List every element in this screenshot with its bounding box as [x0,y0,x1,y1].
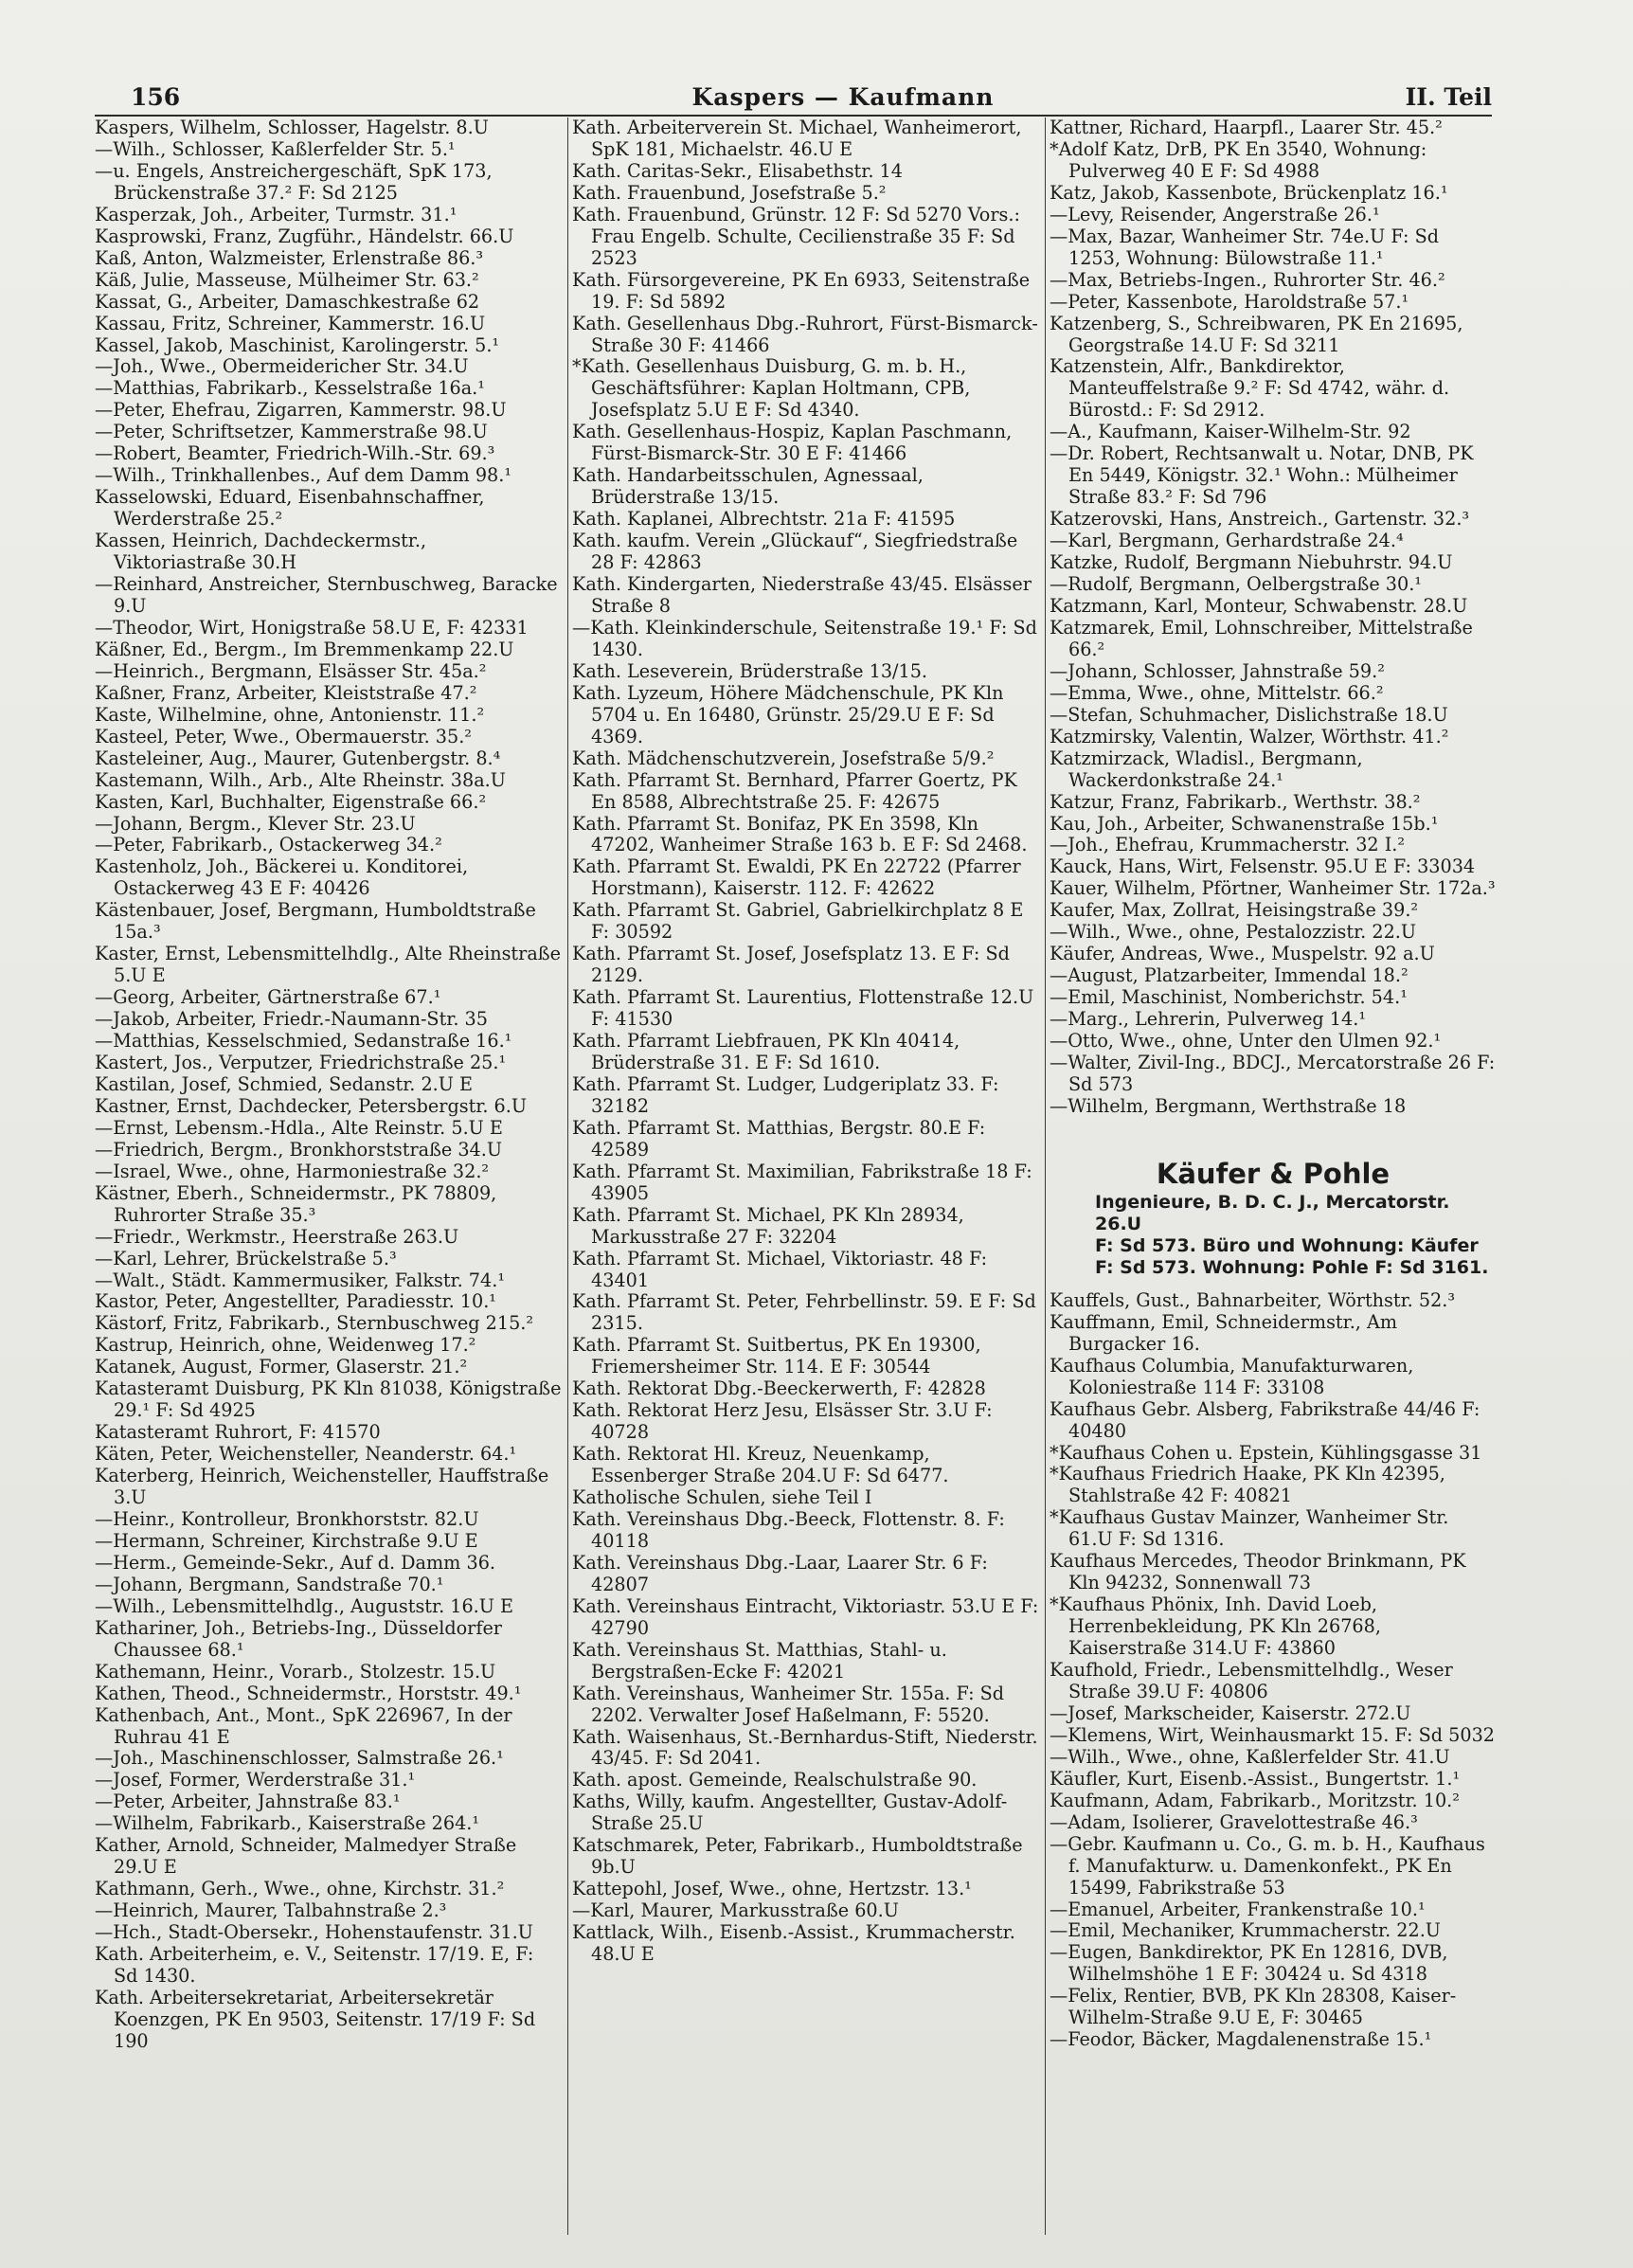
directory-entry: —Wilh., Lebensmittelhdlg., Auguststr. 16.U E [95,1594,514,1617]
directory-entry: —Otto, Wwe., ohne, Unter den Ulmen 92.¹ [1050,1030,1442,1053]
directory-entry: —Wilhelm, Fabrikarb., Kaiserstraße 264.¹ [95,1812,480,1835]
directory-entry: Kattlack, Wilh., Eisenb.-Assist., Krummacherstr. 48.U E [572,1921,1015,1966]
directory-entry: Kath. Vereinshaus Eintracht, Viktoriastr. 53.U E F: 42790 [572,1594,1039,1639]
directory-entry: Kath. Kindergarten, Niederstraße 43/45. Elsässer Straße 8 [572,573,1032,617]
directory-entry: Kath. Vereinshaus St. Matthias, Stahl- u. Bergstraßen-Ecke F: 42021 [572,1638,947,1683]
directory-entry: —Jakob, Arbeiter, Friedr.-Naumann-Str. 35 [95,1008,488,1031]
directory-entry: —Matthias, Kesselschmied, Sedanstraße 16.¹ [95,1030,512,1053]
directory-entry: —Max, Bazar, Wanheimer Str. 74e.U F: Sd 1253, Wohnung: Bülowstraße 11.¹ [1050,225,1440,269]
directory-entry: *Kaufhaus Gustav Mainzer, Wanheimer Str. 61.U F: Sd 1316. [1050,1506,1449,1551]
directory-entry: Kath. Rektorat Hl. Kreuz, Neuenkamp, Essenberger Straße 204.U F: Sd 6477. [572,1443,949,1487]
directory-entry: Kather, Arnold, Schneider, Malmedyer Straße 29.U E [95,1834,517,1879]
directory-entry: Kästorf, Fritz, Fabrikarb., Sternbuschweg 215.² [95,1312,534,1335]
directory-entry: Kath. Fürsorgevereine, PK En 6933, Seitenstraße 19. F: Sd 5892 [572,268,1031,313]
directory-entry: Kastrup, Heinrich, ohne, Weidenweg 17.² [95,1334,476,1357]
directory-entry: *Adolf Katz, DrB, PK En 3540, Wohnung: Pulverweg 40 E F: Sd 4988 [1050,137,1427,182]
directory-entry: —A., Kaufmann, Kaiser-Wilhelm-Str. 92 [1050,421,1411,443]
directory-entry: Katzmann, Karl, Monteur, Schwabenstr. 28.U [1050,594,1468,617]
directory-entry: Kastert, Jos., Verputzer, Friedrichstraße 25.¹ [95,1051,507,1073]
directory-entry: —Joh., Wwe., Obermeidericher Str. 34.U [95,355,469,378]
directory-entry: Kasperzak, Joh., Arbeiter, Turmstr. 31.¹ [95,203,458,225]
directory-entry: —u. Engels, Anstreichergeschäft, SpK 173, Brückenstraße 37.² F: Sd 2125 [95,159,493,204]
directory-entry: Katasteramt Duisburg, PK Kln 81038, Königstraße 29.¹ F: Sd 4925 [95,1377,562,1422]
directory-entry: Kath. Vereinshaus, Wanheimer Str. 155a. F: Sd 2202. Verwalter Josef Haßelmann, F: 5520. [572,1682,1005,1726]
directory-entry: Kath. Pfarramt St. Michael, Viktoriastr. 48 F: 43401 [572,1247,988,1291]
directory-entry: —Reinhard, Anstreicher, Sternbuschweg, Baracke 9.U [95,573,558,617]
directory-entry: Kaste, Wilhelmine, ohne, Antonienstr. 11.² [95,703,485,726]
directory-entry: —Felix, Rentier, BVB, PK Kln 28308, Kaiser-Wilhelm-Straße 9.U E, F: 30465 [1050,1985,1457,2029]
page-header [95,83,1492,116]
directory-entry: —Rudolf, Bergmann, Oelbergstraße 30.¹ [1050,573,1422,596]
directory-entry: —Emanuel, Arbeiter, Frankenstraße 10.¹ [1050,1898,1426,1920]
directory-entry: Kath. Pfarramt St. Bonifaz, PK En 3598, Kln 47202, Wanheimer Straße 163 b. E F: Sd 2468. [572,812,1028,856]
directory-entry: Kath. Caritas-Sekr., Elisabethstr. 14 [572,159,903,182]
directory-entry: Kauer, Wilhelm, Pförtner, Wanheimer Str. 172a.³ [1050,877,1496,900]
directory-entry: Kath. Pfarramt St. Josef, Josefsplatz 13. E F: Sd 2129. [572,943,1010,987]
directory-entry: Kassau, Fritz, Schreiner, Kammerstr. 16.U [95,312,486,334]
directory-entry: Kassel, Jakob, Maschinist, Karolingerstr. 5.¹ [95,333,500,356]
directory-entry: —Stefan, Schuhmacher, Dislichstraße 18.U [1050,703,1448,726]
directory-entry: Kath. Arbeitersekretariat, Arbeitersekretär Koenzgen, PK En 9503, Seitenstr. 17/19 F: Sd 190 [95,1986,536,2052]
directory-entry: —Matthias, Fabrikarb., Kesselstraße 16a.¹ [95,377,485,400]
directory-entry: —Heinrich, Maurer, Talbahnstraße 2.³ [95,1899,447,1922]
directory-entry: Kaufhaus Mercedes, Theodor Brinkmann, PK Kln 94232, Sonnenwall 73 [1050,1550,1466,1594]
directory-entry: Kau, Joh., Arbeiter, Schwanenstraße 15b.¹ [1050,812,1439,835]
directory-entry: —Eugen, Bankdirektor, PK En 12816, DVB, Wilhelmshöhe 1 E F: 30424 u. Sd 4318 [1050,1941,1448,1986]
column-divider [567,117,568,2235]
ad-line: F: Sd 573. Büro und Wohnung: Käufer [1095,1234,1479,1256]
directory-entry: Käufler, Kurt, Eisenb.-Assist., Bungertstr. 1.¹ [1050,1767,1461,1790]
directory-entry: *Kaufhaus Friedrich Haake, PK Kln 42395, Stahlstraße 42 F: 40821 [1050,1463,1445,1507]
directory-entry: Kath. Arbeiterverein St. Michael, Wanheimerort, SpK 181, Michaelstr. 46.U E [572,117,1022,160]
directory-entry: —Johann, Schlosser, Jahnstraße 59.² [1050,659,1385,682]
directory-entry: Kath. Pfarramt St. Peter, Fehrbellinstr. 59. E F: Sd 2315. [572,1290,1036,1335]
directory-entry: Kasprowski, Franz, Zugführ., Händelstr. 66.U [95,225,514,247]
directory-entry: Kattepohl, Josef, Wwe., ohne, Hertzstr. 13.¹ [572,1878,972,1900]
directory-entry: Katzke, Rudolf, Bergmann Niebuhrstr. 94.U [1050,551,1453,574]
directory-entry: —Peter, Fabrikarb., Ostackerweg 34.² [95,834,442,856]
directory-entry: Kaster, Ernst, Lebensmittelhdlg., Alte Rheinstraße 5.U E [95,943,561,987]
page-title: Kaspers — Kaufmann [691,83,995,111]
directory-entry: —Wilhelm, Bergmann, Werthstraße 18 [1050,1094,1407,1117]
column-1 [95,117,562,2240]
directory-entry: *Kaufhaus Phönix, Inh. David Loeb, Herrenbekleidung, PK Kln 26768, Kaiserstraße 314.U F: 43860 [1050,1593,1381,1660]
directory-entry: Katzenberg, S., Schreibwaren, PK En 21695, Georgstraße 14.U F: Sd 3211 [1050,312,1463,356]
directory-entry: —Joh., Ehefrau, Krummacherstr. 32 I.² [1050,834,1406,856]
directory-entry: Kaßner, Franz, Arbeiter, Kleiststraße 47.² [95,681,477,704]
directory-entry: Kathen, Theod., Schneidermstr., Horststr. 49.¹ [95,1682,522,1704]
directory-entry: Kauffmann, Emil, Schneidermstr., Am Burgacker 16. [1050,1310,1398,1355]
directory-entry: —Peter, Kassenbote, Haroldstraße 57.¹ [1050,290,1409,313]
directory-entry: Kath. Lyzeum, Höhere Mädchenschule, PK Kln 5704 u. En 16480, Grünstr. 25/29.U E F: Sd 4369. [572,681,1004,747]
directory-entry: *Kath. Gesellenhaus Duisburg, G. m. b. H., Geschäftsführer: Kaplan Holtmann, CPB, Josefsplatz 5.U E F: Sd 4340. [572,355,971,422]
directory-entry: Kästenbauer, Josef, Bergmann, Humboldtstraße 15a.³ [95,899,536,944]
directory-entry: Kastenholz, Joh., Bäckerei u. Konditorei, Ostackerweg 43 E F: 40426 [95,855,469,900]
page-number: 156 [131,83,181,111]
directory-entry: Käten, Peter, Weichensteller, Neanderstr. 64.¹ [95,1443,517,1466]
directory-entry: Kaufhaus Columbia, Manufakturwaren, Koloniestraße 114 F: 33108 [1050,1354,1414,1398]
directory-entry: —Levy, Reisender, Angerstraße 26.¹ [1050,203,1380,225]
directory-entry: —Wilh., Trinkhallenbes., Auf dem Damm 98.¹ [95,464,512,487]
directory-entry: Kassen, Heinrich, Dachdeckermstr., Viktoriastraße 30.H [95,530,427,574]
directory-entry: —Herm., Gemeinde-Sekr., Auf d. Damm 36. [95,1551,495,1574]
directory-entry: Kath. Pfarramt St. Maximilian, Fabrikstraße 18 F: 43905 [572,1160,1032,1204]
directory-entry: —Josef, Markscheider, Kaiserstr. 272.U [1050,1701,1411,1724]
directory-entry: —Friedr., Werkmstr., Heerstraße 263.U [95,1225,459,1248]
directory-entry: Katerberg, Heinrich, Weichensteller, Hauffstraße 3.U [95,1465,549,1509]
directory-entry: Katzerovski, Hans, Anstreich., Gartenstr. 32.³ [1050,508,1470,531]
directory-entry: Kathmann, Gerh., Wwe., ohne, Kirchstr. 31.² [95,1878,505,1900]
directory-entry: Kath. Pfarramt St. Suitbertus, PK En 19300, Friemersheimer Str. 114. E F: 30544 [572,1334,981,1378]
directory-entry: Kath. apost. Gemeinde, Realschulstraße 90. [572,1769,978,1791]
directory-entry: —Marg., Lehrerin, Pulverweg 14.¹ [1050,1008,1367,1031]
directory-entry: —Walter, Zivil-Ing., BDCJ., Mercatorstraße 26 F: Sd 573 [1050,1051,1496,1095]
directory-entry: —Hermann, Schreiner, Kirchstraße 9.U E [95,1529,478,1552]
directory-entry: —Israel, Wwe., ohne, Harmoniestraße 32.² [95,1160,490,1182]
directory-entry: Kath. kaufm. Verein „Glückauf“, Siegfriedstraße 28 F: 42863 [572,530,1018,574]
directory-entry: —Friedrich, Bergm., Bronkhorststraße 34.U [95,1138,503,1161]
directory-entry: —August, Platzarbeiter, Immendal 18.² [1050,964,1409,987]
directory-entry: Kathemann, Heinr., Vorarb., Stolzestr. 15.U [95,1660,496,1683]
column-2 [572,117,1039,2240]
column-3 [1050,117,1497,2240]
directory-entry: Katasteramt Ruhrort, F: 41570 [95,1421,381,1444]
directory-entry: Kastilan, Josef, Schmied, Sedanstr. 2.U E [95,1072,474,1095]
directory-entry: Kassat, G., Arbeiter, Damaschkestraße 62 [95,290,480,313]
directory-entry: Katschmarek, Peter, Fabrikarb., Humboldtstraße 9b.U [572,1834,1023,1879]
directory-entry: —Emma, Wwe., ohne, Mittelstr. 66.² [1050,681,1384,704]
directory-entry: Kath. Pfarramt St. Laurentius, Flottenstraße 12.U F: 41530 [572,986,1034,1031]
directory-entry: Kath. Leseverein, Brüderstraße 13/15. [572,659,928,682]
directory-entry: Kath. Pfarramt St. Bernhard, Pfarrer Goertz, PK En 8588, Albrechtstraße 25. F: 42675 [572,768,1017,813]
directory-entry: Kath. Rektorat Herz Jesu, Elsässer Str. 3.U F: 40728 [572,1399,993,1444]
directory-entry: —Adam, Isolierer, Gravelottestraße 46.³ [1050,1810,1418,1833]
directory-entry: Kathenbach, Ant., Mont., SpK 226967, In der Ruhrau 41 E [95,1703,512,1748]
directory-entry: —Ernst, Lebensm.-Hdla., Alte Reinstr. 5.U E [95,1116,503,1139]
directory-entry: —Gebr. Kaufmann u. Co., G. m. b. H., Kaufhaus f. Manufakturw. u. Damenkonfekt., PK En 15499, Fabrikstraße 53 [1050,1832,1485,1899]
directory-entry: Kasteel, Peter, Wwe., Obermauerstr. 35.² [95,725,472,747]
directory-entry: —Johann, Bergm., Klever Str. 23.U [95,812,416,835]
advertisement [1050,1158,1497,1279]
directory-entry: Kath. Frauenbund, Josefstraße 5.² [572,181,887,204]
directory-entry: —Emil, Mechaniker, Krummacherstr. 22.U [1050,1919,1441,1942]
directory-entry: Kath. Pfarramt Liebfrauen, PK Kln 40414, Brüderstraße 31. E F: Sd 1610. [572,1030,960,1073]
directory-entry: Kath. Pfarramt St. Gabriel, Gabrielkirchplatz 8 E F: 30592 [572,899,1024,944]
directory-entry: Kath. Arbeiterheim, e. V., Seitenstr. 17/19. E, F: Sd 1430. [95,1943,534,1988]
directory-entry: —Walt., Städt. Kammermusiker, Falkstr. 74.¹ [95,1269,506,1291]
page-part: II. Teil [1405,83,1492,111]
directory-entry: Kath. Waisenhaus, St.-Bernhardus-Stift, Niederstr. 43/45. F: Sd 2041. [572,1725,1038,1770]
column-divider [1045,117,1046,2235]
directory-entry: Katanek, August, Former, Glaserstr. 21.² [95,1356,468,1378]
directory-entry: —Georg, Arbeiter, Gärtnerstraße 67.¹ [95,986,441,1009]
directory-entry: Kauck, Hans, Wirt, Felsenstr. 95.U E F: 33034 [1050,855,1476,878]
directory-entry: Kastner, Ernst, Dachdecker, Petersbergstr. 6.U [95,1094,528,1117]
directory-entry: Kath. Gesellenhaus Dbg.-Ruhrort, Fürst-Bismarck-Straße 30 F: 41466 [572,312,1038,356]
ad-line: F: Sd 573. Wohnung: Pohle F: Sd 3161. [1095,1256,1489,1278]
directory-entry: —Johann, Bergmann, Sandstraße 70.¹ [95,1573,444,1595]
directory-entry: Kath. Rektorat Dbg.-Beeckerwerth, F: 42828 [572,1377,986,1400]
directory-entry: Käufer, Andreas, Wwe., Muspelstr. 92 a.U [1050,943,1435,965]
directory-entry: Käßner, Ed., Bergm., Im Bremmenkamp 22.U [95,638,514,660]
directory-entry: —Wilh., Schlosser, Kaßlerfelder Str. 5.¹ [95,137,456,160]
directory-entry: Kästner, Eberh., Schneidermstr., PK 78809, Ruhrorter Straße 35.³ [95,1181,497,1226]
directory-entry: Kaths, Willy, kaufm. Angestellter, Gustav-Adolf-Straße 25.U [572,1791,1008,1835]
directory-entry: —Kath. Kleinkinderschule, Seitenstraße 19.¹ F: Sd 1430. [572,616,1037,660]
header-rule [95,115,1492,117]
directory-entry: Kathariner, Joh., Betriebs-Ing., Düsseldorfer Chaussee 68.¹ [95,1616,502,1661]
directory-entry: Kasteleiner, Aug., Maurer, Gutenbergstr. 8.⁴ [95,747,501,769]
directory-entry: Kaspers, Wilhelm, Schlosser, Hagelstr. 8.U [95,117,489,138]
directory-entry: Kath. Handarbeitsschulen, Agnessaal, Brüderstraße 13/15. [572,464,924,509]
directory-entry: Kastor, Peter, Angestellter, Paradiesstr. 10.¹ [95,1290,496,1313]
directory-entry: *Kaufhaus Cohen u. Epstein, Kühlingsgasse 31 [1050,1441,1482,1464]
directory-entry: Kaufhaus Gebr. Alsberg, Fabrikstraße 44/46 F: 40480 [1050,1397,1480,1442]
directory-entry: Kath. Pfarramt St. Ewaldi, PK En 22722 (Pfarrer Horstmann), Kaiserstr. 112. F: 42622 [572,855,1021,900]
directory-entry: Kath. Vereinshaus Dbg.-Laar, Laarer Str. 6 F: 42807 [572,1551,988,1595]
directory-entry: Kasten, Karl, Buchhalter, Eigenstraße 66.² [95,790,487,813]
directory-entry: —Karl, Maurer, Markusstraße 60.U [572,1899,899,1922]
directory-entry: —Emil, Maschinist, Nomberichstr. 54.¹ [1050,986,1408,1009]
directory-entry: —Dr. Robert, Rechtsanwalt u. Notar, DNB, PK En 5449, Königstr. 32.¹ Wohn.: Mülheimer Straße 83.² F: Sd 796 [1050,442,1474,509]
directory-entry: Katzur, Franz, Fabrikarb., Werthstr. 38.² [1050,790,1421,813]
directory-entry: —Wilh., Wwe., ohne, Pestalozzistr. 22.U [1050,921,1417,944]
directory-entry: Käß, Julie, Masseuse, Mülheimer Str. 63.² [95,268,479,291]
directory-entry: —Hch., Stadt-Obersekr., Hohenstaufenstr. 31.U [95,1921,533,1944]
directory-entry: —Josef, Former, Werderstraße 31.¹ [95,1769,416,1791]
directory-entry: Kaufer, Max, Zollrat, Heisingstraße 39.² [1050,899,1419,922]
directory-entry: —Feodor, Bäcker, Magdalenenstraße 15.¹ [1050,2028,1432,2051]
directory-entry: Kath. Pfarramt St. Michael, PK Kln 28934, Markusstraße 27 F: 32204 [572,1203,964,1248]
directory-entry: Katzmarek, Emil, Lohnschreiber, Mittelstraße 66.² [1050,616,1473,660]
directory-entry: Katzenstein, Alfr., Bankdirektor, Manteuffelstraße 9.² F: Sd 4742, währ. d. Bürostd.: F: Sd 2912. [1050,355,1450,422]
directory-entry: Kaß, Anton, Walzmeister, Erlenstraße 86.³ [95,246,484,269]
directory-entry: —Joh., Maschinenschlosser, Salmstraße 26.¹ [95,1747,504,1770]
directory-entry: —Max, Betriebs-Ingen., Ruhrorter Str. 46.² [1050,268,1445,291]
directory-entry: Kath. Gesellenhaus-Hospiz, Kaplan Paschmann, Fürst-Bismarck-Str. 30 E F: 41466 [572,421,1013,465]
directory-entry: Kath. Mädchenschutzverein, Josefstraße 5/9.² [572,747,995,769]
directory-entry: —Heinrich., Bergmann, Elsässer Str. 45a.² [95,659,487,682]
directory-entry: Kaufhold, Friedr., Lebensmittelhdlg., Weser Straße 39.U F: 40806 [1050,1659,1453,1702]
directory-entry: Kath. Frauenbund, Grünstr. 12 F: Sd 5270 Vors.: Frau Engelb. Schulte, Cecilienstraße 35 F: Sd 2523 [572,203,1020,269]
directory-entry: Kauffels, Gust., Bahnarbeiter, Wörthstr. 52.³ [1050,1288,1456,1311]
directory-entry: —Peter, Schriftsetzer, Kammerstraße 98.U [95,421,488,443]
directory-entry: —Heinr., Kontrolleur, Bronkhorststr. 82.U [95,1508,479,1530]
directory-entry: Kaufmann, Adam, Fabrikarb., Moritzstr. 10.² [1050,1789,1460,1811]
directory-entry: Kath. Pfarramt St. Ludger, Ludgeriplatz 33. F: 32182 [572,1072,999,1117]
directory-entry: Kath. Vereinshaus Dbg.-Beeck, Flottenstr. 8. F: 40118 [572,1508,1005,1552]
directory-entry: —Robert, Beamter, Friedrich-Wilh.-Str. 69.³ [95,442,495,465]
directory-entry: —Peter, Arbeiter, Jahnstraße 83.¹ [95,1791,401,1813]
directory-entry: —Theodor, Wirt, Honigstraße 58.U E, F: 42331 [95,616,529,639]
column-3-entries-bottom [1050,1290,1497,2051]
directory-entry: —Peter, Ehefrau, Zigarren, Kammerstr. 98.U [95,399,507,422]
directory-entry: —Karl, Bergmann, Gerhardstraße 24.⁴ [1050,530,1404,552]
directory-entry: Katz, Jakob, Kassenbote, Brückenplatz 16.¹ [1050,181,1448,204]
column-3-entries-top [1050,117,1497,1118]
directory-entry: Kath. Pfarramt St. Matthias, Bergstr. 80.E F: 42589 [572,1116,986,1161]
directory-entry: Kath. Kaplanei, Albrechtstr. 21a F: 41595 [572,508,956,531]
directory-entry: Katzmirzack, Wladisl., Bergmann, Wackerdonkstraße 24.¹ [1050,747,1363,791]
directory-entry: —Karl, Lehrer, Brückelstraße 5.³ [95,1247,397,1269]
ad-line: Ingenieure, B. D. C. J., Mercatorstr. 26.U [1095,1191,1450,1234]
directory-entry: Katholische Schulen, siehe Teil I [572,1486,872,1509]
directory-entry: Kastemann, Wilh., Arb., Alte Rheinstr. 38a.U [95,768,506,791]
directory-entry: Kattner, Richard, Haarpfl., Laarer Str. 45.² [1050,117,1443,138]
directory-entry: —Wilh., Wwe., ohne, Kaßlerfelder Str. 41.U [1050,1745,1450,1768]
directory-entry: Katzmirsky, Valentin, Walzer, Wörthstr. 41.² [1050,725,1449,747]
directory-entry: Kasselowski, Eduard, Eisenbahnschaffner, Werderstraße 25.² [95,486,485,531]
ad-title: Käufer & Pohle [1156,1157,1391,1190]
directory-entry: —Klemens, Wirt, Weinhausmarkt 15. F: Sd 5032 [1050,1723,1495,1746]
